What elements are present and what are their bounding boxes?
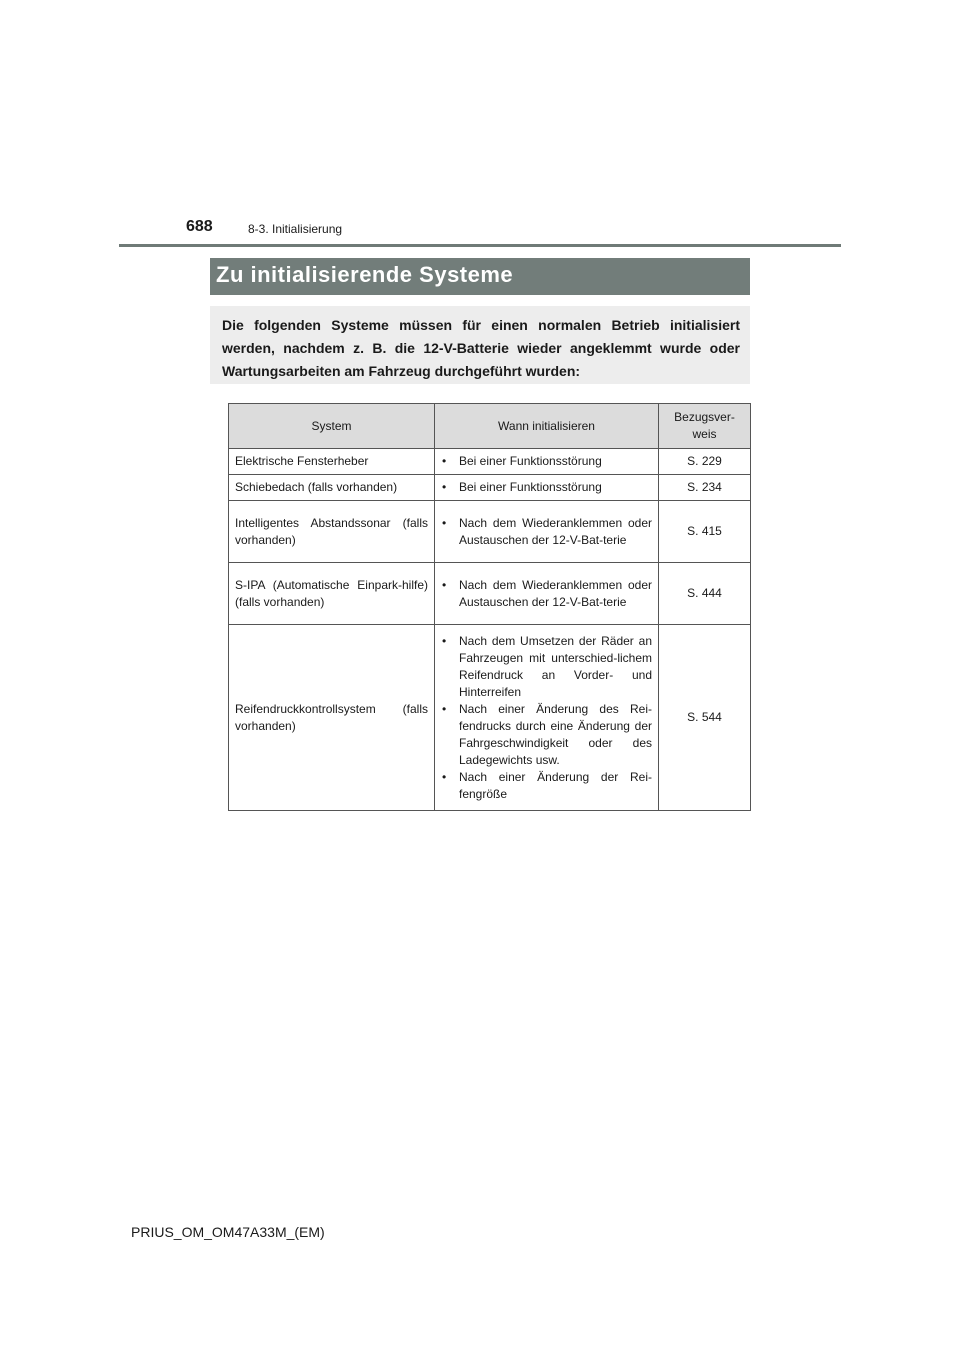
when-item: • Bei einer Funktionsstörung — [452, 479, 652, 496]
when-item: • Bei einer Funktionsstörung — [452, 453, 652, 470]
section-label: 8-3. Initialisierung — [248, 222, 343, 236]
table-row — [229, 563, 751, 625]
reference-cell: S. 415 — [659, 501, 751, 563]
intro-box — [210, 306, 750, 384]
when-item: • Nach einer Änderung des Rei-fendrucks durch eine Änderung der Fahrgeschwindigkeit oder des Ladegewichts usw. — [452, 701, 652, 769]
reference-cell: S. 444 — [659, 563, 751, 625]
system-cell: S-IPA (Automatische Einpark-hilfe) (falls vorhanden) — [229, 563, 435, 625]
when-cell — [435, 475, 659, 501]
reference-cell: S. 544 — [659, 625, 751, 811]
system-cell: Reifendruckkontrollsystem (falls vorhanden) — [229, 625, 435, 811]
system-cell: Elektrische Fensterheber — [229, 449, 435, 475]
table-row — [229, 625, 751, 811]
system-cell: Intelligentes Abstandssonar (falls vorhanden) — [229, 501, 435, 563]
table-row — [229, 449, 751, 475]
when-cell — [435, 625, 659, 811]
systems-table — [228, 403, 751, 811]
header-system: System — [229, 404, 435, 449]
header-when: Wann initialisieren — [435, 404, 659, 449]
intro-text: Die folgenden Systeme müssen für einen normalen Betrieb initialisiert werden, nachdem z. B. die 12-V-Batterie wieder angeklemmt wurde oder Wartungsarbeiten am Fahrzeug durchgeführt wurden: — [222, 317, 740, 379]
table-header-row — [229, 404, 751, 449]
footer-doc-code: PRIUS_OM_OM47A33M_(EM) — [131, 1224, 325, 1240]
page-number: 688 — [186, 218, 213, 235]
when-item: • Nach dem Wiederanklemmen oder Austauschen der 12-V-Bat-terie — [452, 577, 652, 611]
system-cell: Schiebedach (falls vorhanden) — [229, 475, 435, 501]
section-title: Zu initialisierende Systeme — [216, 262, 514, 287]
section-title-bar — [210, 258, 750, 295]
when-item: • Nach dem Umsetzen der Räder an Fahrzeugen mit unterschied-lichem Reifendruck an Vorder- und Hinterreifen — [452, 633, 652, 701]
when-item: • Nach dem Wiederanklemmen oder Austauschen der 12-V-Bat-terie — [452, 515, 652, 549]
when-cell — [435, 563, 659, 625]
header-reference: Bezugsver-weis — [659, 404, 751, 449]
reference-cell: S. 234 — [659, 475, 751, 501]
table-row — [229, 501, 751, 563]
when-cell — [435, 501, 659, 563]
reference-cell: S. 229 — [659, 449, 751, 475]
table-row — [229, 475, 751, 501]
when-item: • Nach einer Änderung der Rei-fengröße — [452, 769, 652, 803]
header-rule — [119, 244, 841, 247]
when-cell — [435, 449, 659, 475]
